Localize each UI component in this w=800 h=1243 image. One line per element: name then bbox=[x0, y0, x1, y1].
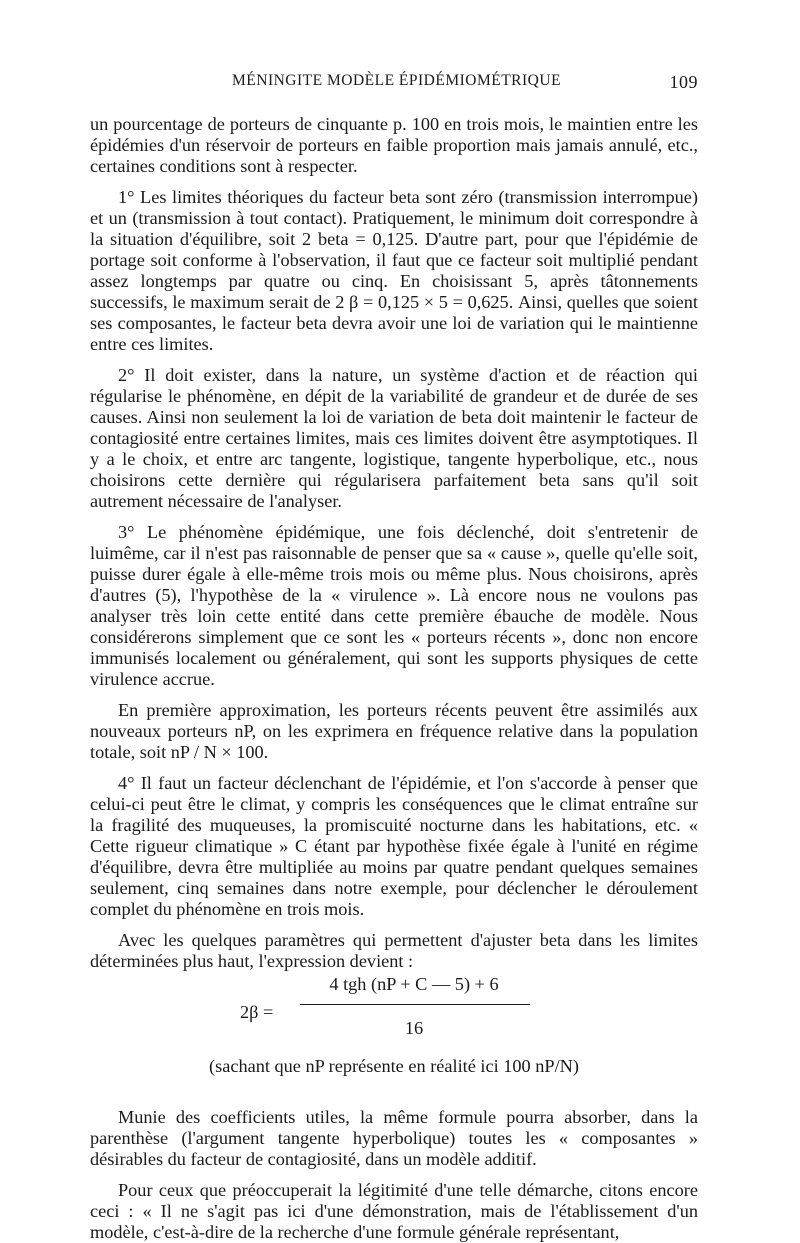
paragraph: un pourcentage de porteurs de cinquante p. 100 en trois mois, le maintien entre les épidémies d'un réservoir de porteurs en faible proportion mais jamais annulé, etc., certaines conditions sont à respecter. bbox=[90, 114, 698, 176]
paragraph: Pour ceux que préoccuperait la légitimité d'une telle démarche, citons encore ceci : « Il ne s'agit pas ici d'une démonstration, mais de l'établissement d'un modèle, c'est-à-dire de la recherche d'une formule générale représentant, bbox=[90, 1180, 698, 1242]
formula-lhs: 2β = bbox=[240, 1002, 274, 1022]
paragraph: Avec les quelques paramètres qui permettent d'ajuster beta dans les limites déterminées plus haut, l'expression devient : bbox=[90, 930, 698, 971]
paragraph: 3° Le phénomène épidémique, une fois déclenché, doit s'entretenir de luimême, car il n'est pas raisonnable de penser que sa « cause », quelle qu'elle soit, puisse durer égale à elle-même trois mois ou même plus. Nous choisirons, après d'autres (5), l'hypothèse de la « virulence ». Là encore nous ne voulons pas analyser très loin cette entité dans cette première ébauche de modèle. Nous considérerons simplement que ce sont les « porteurs récents », donc non encore immunisés localement ou généralement, qui sont les supports physiques de cette virulence accrue. bbox=[90, 522, 698, 689]
page-number: 109 bbox=[669, 72, 698, 92]
formula-note: (sachant que nP représente en réalité ici 100 nP/N) bbox=[209, 1056, 579, 1076]
paragraph: 4° Il faut un facteur déclenchant de l'épidémie, et l'on s'accorde à penser que celui-ci peut être le climat, y compris les conséquences que le climat entraîne sur la fragilité des muqueuses, la promiscuité nocturne dans les habitations, etc. « Cette rigueur climatique » C étant par hypothèse fixée égale à l'unité en régime d'équilibre, devra être multipliée au moins par quatre pendant quelques semaines seulement, cinq semaines dans notre exemple, pour déclencher le déroulement complet du phénomène en trois mois. bbox=[90, 773, 698, 919]
paragraph: 1° Les limites théoriques du facteur beta sont zéro (transmission interrompue) et un (transmission à tout contact). Pratiquement, le minimum doit correspondre à la situation d'équilibre, soit 2 beta = 0,125. D'autre part, pour que l'épidémie de portage soit conforme à l'observation, il faut que ce facteur soit multiplié pendant assez longtemps par quatre ou cinq. En choisissant 5, après tâtonnements successifs, le maximum serait de 2 β = 0,125 × 5 = 0,625. Ainsi, quelles que soient ses composantes, le facteur beta devra avoir une loi de variation qui le maintienne entre ces limites. bbox=[90, 187, 698, 354]
formula-numerator: 4 tgh (nP + C — 5) + 6 bbox=[329, 974, 499, 994]
body-text bbox=[90, 114, 698, 1243]
paragraph: En première approximation, les porteurs récents peuvent être assimilés aux nouveaux porteurs nP, on les exprimera en fréquence relative dans la population totale, soit nP / N × 100. bbox=[90, 700, 698, 762]
running-title: MÉNINGITE MODÈLE ÉPIDÉMIOMÉTRIQUE bbox=[232, 72, 562, 89]
formula bbox=[90, 974, 698, 1066]
formula-denominator: 16 bbox=[404, 1018, 424, 1038]
paragraph: Munie des coefficients utiles, la même formule pourra absorber, dans la parenthèse (l'argument tangente hyperbolique) toutes les « composantes » désirables du facteur de contagiosité, dans un modèle additif. bbox=[90, 1107, 698, 1169]
fraction-bar bbox=[300, 1004, 530, 1005]
paragraph: 2° Il doit exister, dans la nature, un système d'action et de réaction qui régularise le phénomène, en dépit de la variabilité de grandeur et de durée de ses causes. Ainsi non seulement la loi de variation de beta doit maintenir le facteur de contagiosité entre certaines limites, mais ces limites doivent être asymptotiques. Il y a le choix, et entre arc tangente, logistique, tangente hyperbolique, etc., nous choisirons cette dernière qui régularisera parfaitement beta sans qu'il soit autrement nécessaire de l'analyser. bbox=[90, 365, 698, 511]
running-header bbox=[90, 72, 698, 94]
